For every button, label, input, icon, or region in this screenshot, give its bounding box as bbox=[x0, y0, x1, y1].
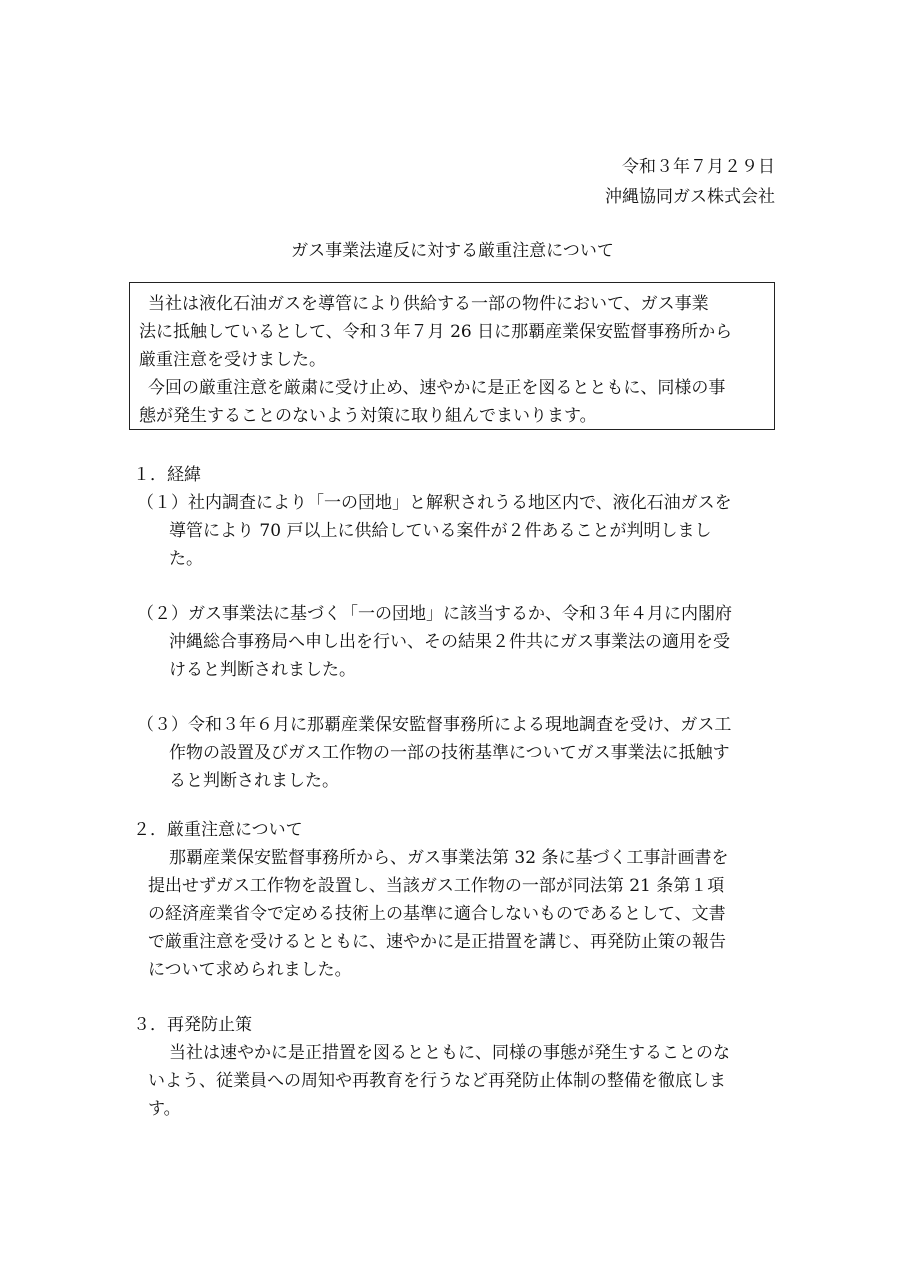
section-heading-warning: ２．厳重注意について bbox=[133, 820, 303, 840]
background-item-3-line-2: 作物の設置及びガス工作物の一部の技術基準についてガス事業法に抵触す bbox=[169, 743, 730, 763]
notice-line-1: 当社は液化石油ガスを導管により供給する一部の物件において、ガス事業 bbox=[148, 294, 709, 314]
prevention-line-2: いよう、従業員への周知や再教育を行うなど再発防止体制の整備を徹底しま bbox=[148, 1071, 726, 1091]
prevention-line-3: す。 bbox=[148, 1099, 181, 1119]
document-title: ガス事業法違反に対する厳重注意について bbox=[291, 241, 614, 261]
background-item-3-line-1: （３）令和３年６月に那覇産業保安監督事務所による現地調査を受け、ガス工 bbox=[137, 715, 732, 735]
notice-line-2: 法に抵触しているとして、令和３年７月 26 日に那覇産業保安監督事務所から bbox=[139, 322, 733, 342]
document-date: 令和３年７月２９日 bbox=[622, 157, 775, 177]
company-name: 沖縄協同ガス株式会社 bbox=[605, 187, 775, 207]
background-item-1-line-1: （１）社内調査により「一の団地」と解釈されうる地区内で、液化石油ガスを bbox=[137, 493, 732, 513]
prevention-line-1: 当社は速やかに是正措置を図るとともに、同様の事態が発生することのな bbox=[169, 1043, 730, 1063]
notice-line-3: 厳重注意を受けました。 bbox=[139, 350, 326, 370]
background-item-3-line-3: ると判断されました。 bbox=[169, 771, 339, 791]
section-heading-background: １．経緯 bbox=[133, 465, 201, 485]
warning-line-3: の経済産業省令で定める技術上の基準に適合しないものであるとして、文書 bbox=[148, 904, 726, 924]
background-item-1-line-2: 導管により 70 戸以上に供給している案件が２件あることが判明しまし bbox=[169, 521, 712, 541]
warning-line-2: 提出せずガス工作物を設置し、当該ガス工作物の一部が同法第 21 条第１項 bbox=[148, 876, 725, 896]
background-item-2-line-1: （２）ガス事業法に基づく「一の団地」に該当するか、令和３年４月に内閣府 bbox=[137, 604, 732, 624]
warning-line-4: で厳重注意を受けるとともに、速やかに是正措置を講じ、再発防止策の報告 bbox=[148, 932, 726, 952]
background-item-1-line-3: た。 bbox=[169, 549, 203, 569]
background-item-2-line-3: けると判断されました。 bbox=[169, 660, 356, 680]
notice-line-4: 今回の厳重注意を厳粛に受け止め、速やかに是正を図るとともに、同様の事 bbox=[148, 378, 726, 398]
warning-line-5: について求められました。 bbox=[148, 960, 352, 980]
background-item-2-line-2: 沖縄総合事務局へ申し出を行い、その結果２件共にガス事業法の適用を受 bbox=[169, 632, 730, 652]
section-heading-prevention: ３．再発防止策 bbox=[133, 1015, 252, 1035]
notice-line-5: 態が発生することのないよう対策に取り組んでまいります。 bbox=[139, 406, 597, 426]
warning-line-1: 那覇産業保安監督事務所から、ガス事業法第 32 条に基づく工事計画書を bbox=[169, 848, 729, 868]
